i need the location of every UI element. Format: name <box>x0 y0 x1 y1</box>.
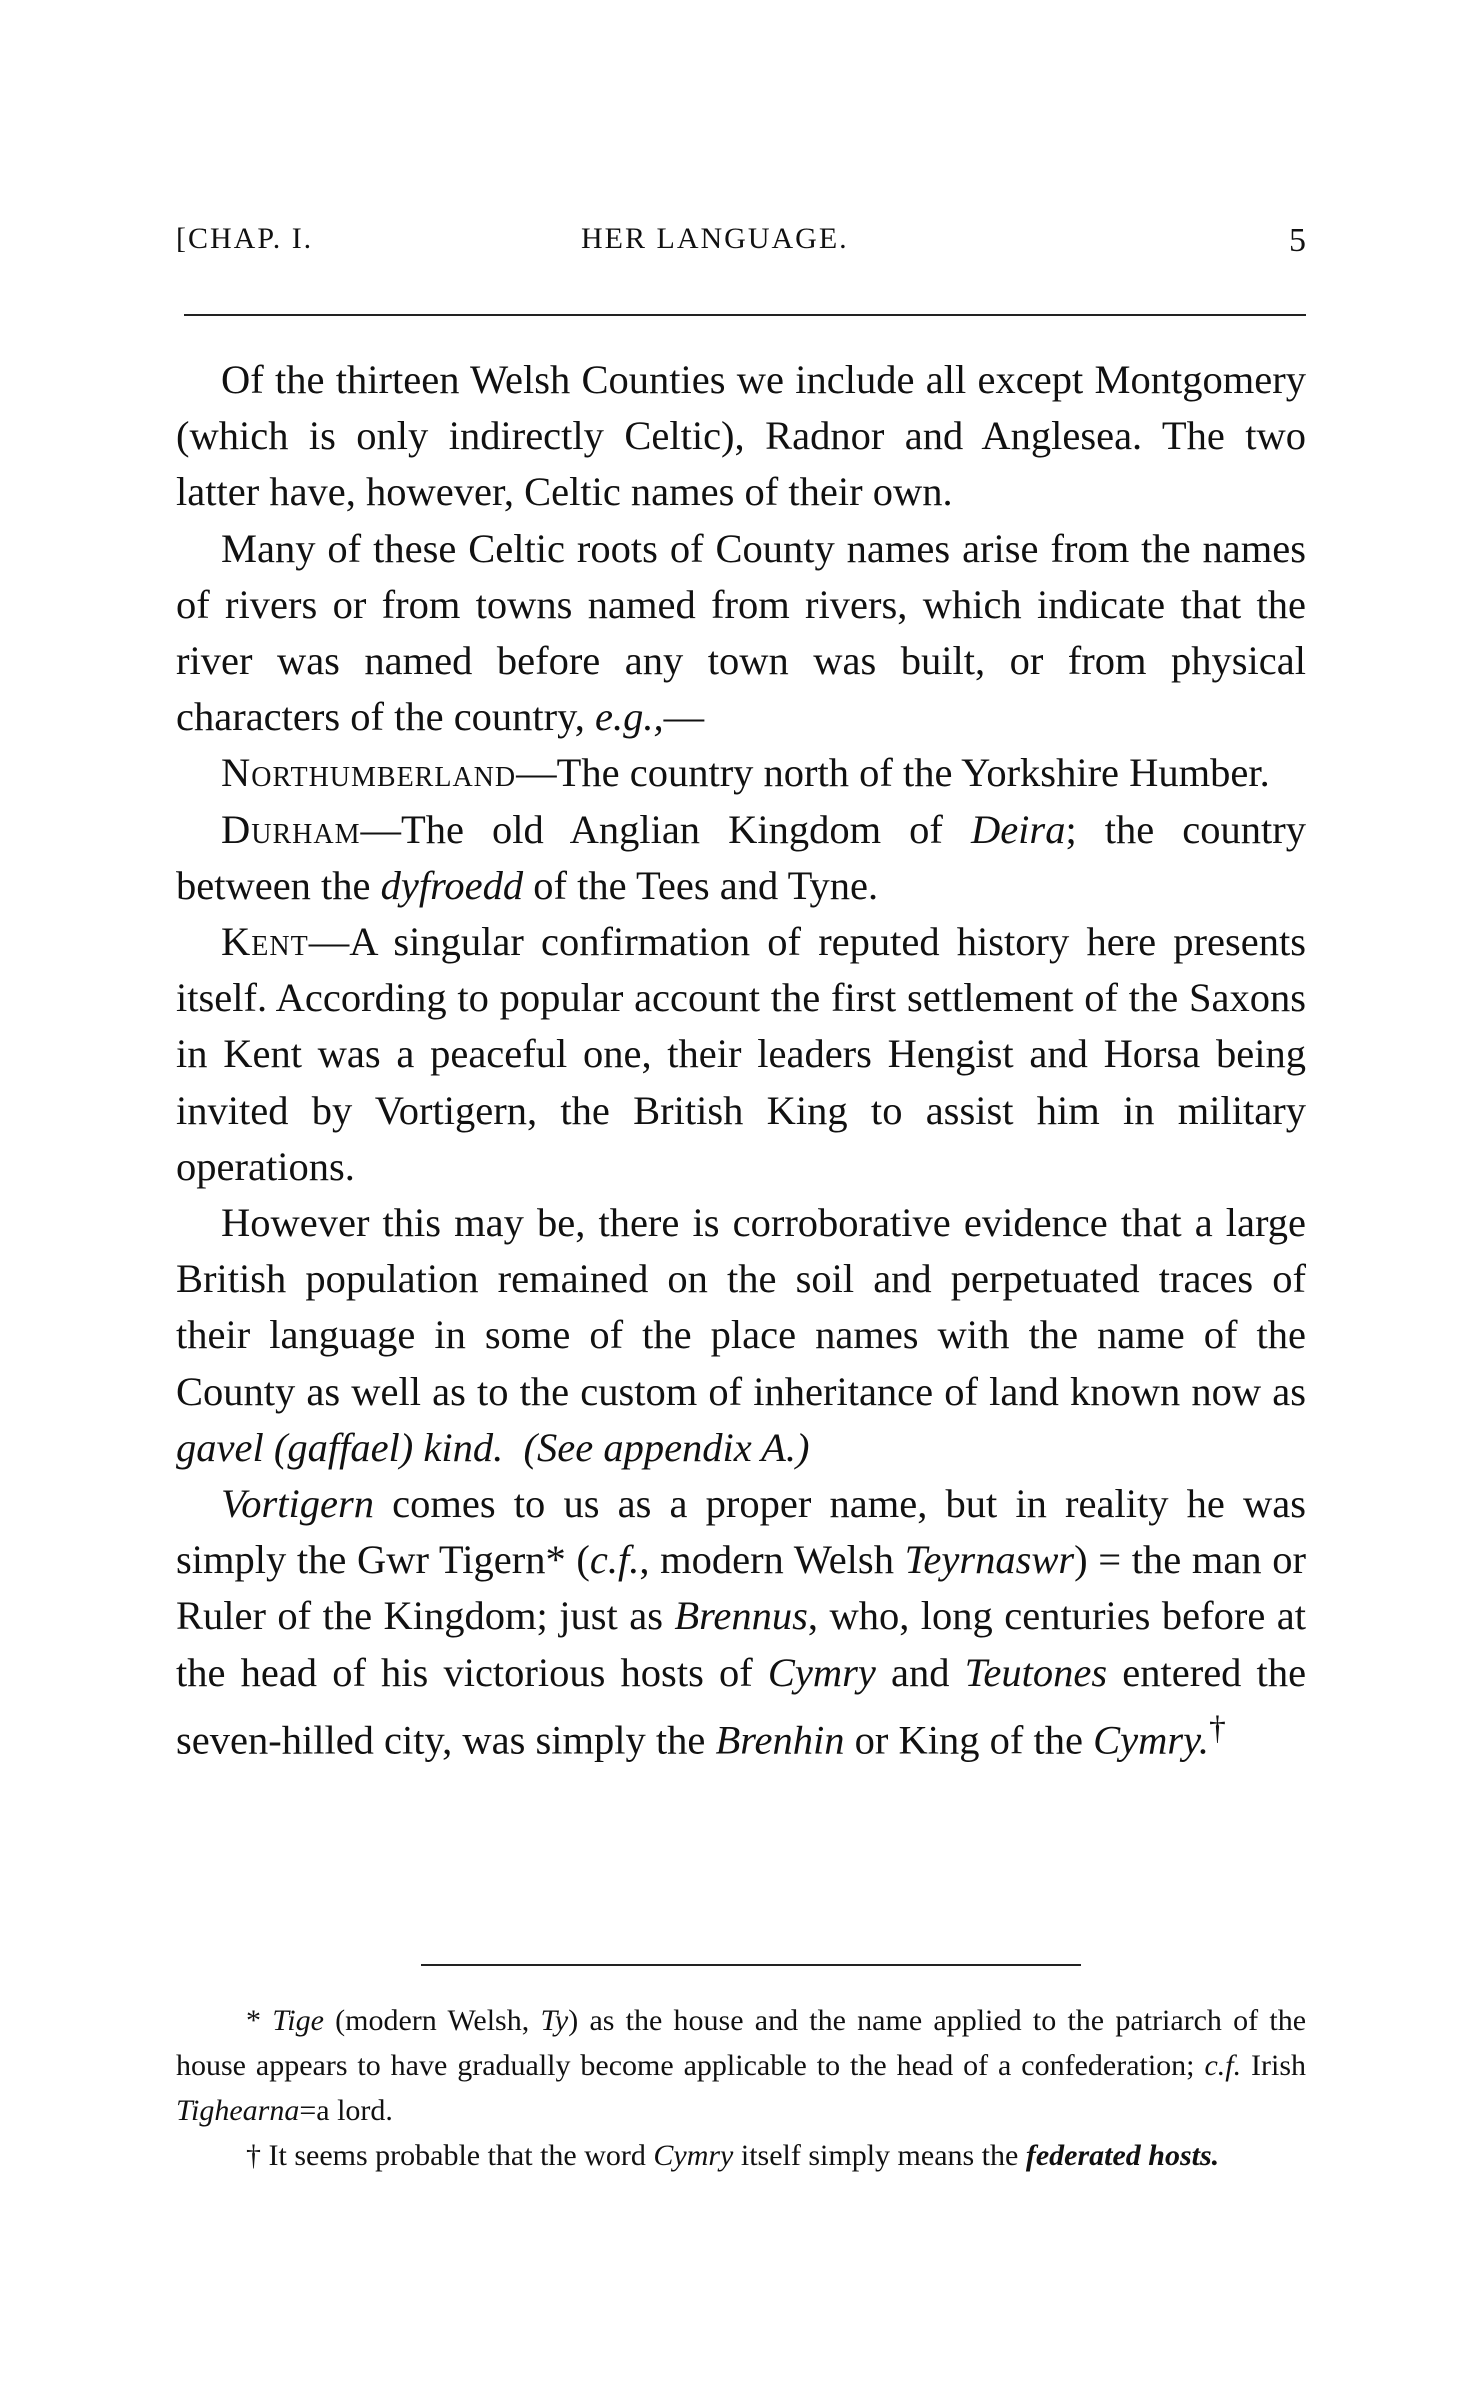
book-page <box>176 222 1307 2172</box>
county-term: Kent <box>221 919 309 965</box>
county-term: Durham <box>221 806 361 852</box>
paragraph-welsh-counties: Of the thirteen Welsh Counties we include all except Montgomery (which is only indirectly Celtic), Radnor and Anglesea. The two latter have, however, Celtic names of their own. <box>176 357 1306 515</box>
footnotes <box>176 1998 1306 2178</box>
running-header <box>176 222 1306 270</box>
county-term: Northumberland <box>221 750 517 796</box>
footnote-tige: * Tige (modern Welsh, Ty) as the house and the name applied to the patriarch of the house appears to have gradually become applicable to the head of a confederation; c.f. Irish Tighearna=a lord. <box>176 2004 1307 2127</box>
main-text <box>176 352 1306 1769</box>
dagger-mark: † <box>1208 1709 1226 1747</box>
header-rule <box>184 314 1306 316</box>
running-title: HER LANGUAGE. <box>581 222 849 255</box>
chapter-label: [CHAP. I. <box>176 222 314 255</box>
entry-durham: Durham—The old Anglian Kingdom of Deira; the country between the dyfroedd of the Tees and Tyne. <box>176 806 1307 908</box>
entry-northumberland: Northumberland—The country north of the Yorkshire Humber. <box>221 750 1270 796</box>
paragraph-celtic-roots: Many of these Celtic roots of County names arise from the names of rivers or from towns named from rivers, which indicate that the river was named before any town was built, or from physical characters of the country, e.g.,— <box>176 525 1306 740</box>
paragraph-vortigern: Vortigern comes to us as a proper name, but in reality he was simply the Gwr Tigern* (c.f., modern Welsh Teyrnaswr) = the man or Ruler of the Kingdom; just as Brennus, who, long centuries before at the head of his victorious hosts of Cymry and Teutones entered the seven-hilled city, was simply the Brenhin or King of the Cymry.† <box>176 1481 1307 1763</box>
page-number: 5 <box>1289 222 1306 259</box>
entry-kent: Kent—A singular confirmation of reputed history here presents itself. According to popular account the first settlement of the Saxons in Kent was a peaceful one, their leaders Hengist and Horsa being invited by Vortigern, the British King to assist him in military operations. <box>176 919 1306 1189</box>
footnote-rule <box>421 1964 1081 1966</box>
paragraph-corroborative-evidence: However this may be, there is corroborative evidence that a large British population remained on the soil and perpetuated traces of their language in some of the place names with the name of the County as well as to the custom of inheritance of land known now as gavel (gaffael) kind. (See appendix A.) <box>176 1200 1306 1470</box>
footnote-cymry: † It seems probable that the word Cymry itself simply means the federated hosts. <box>246 2139 1220 2172</box>
